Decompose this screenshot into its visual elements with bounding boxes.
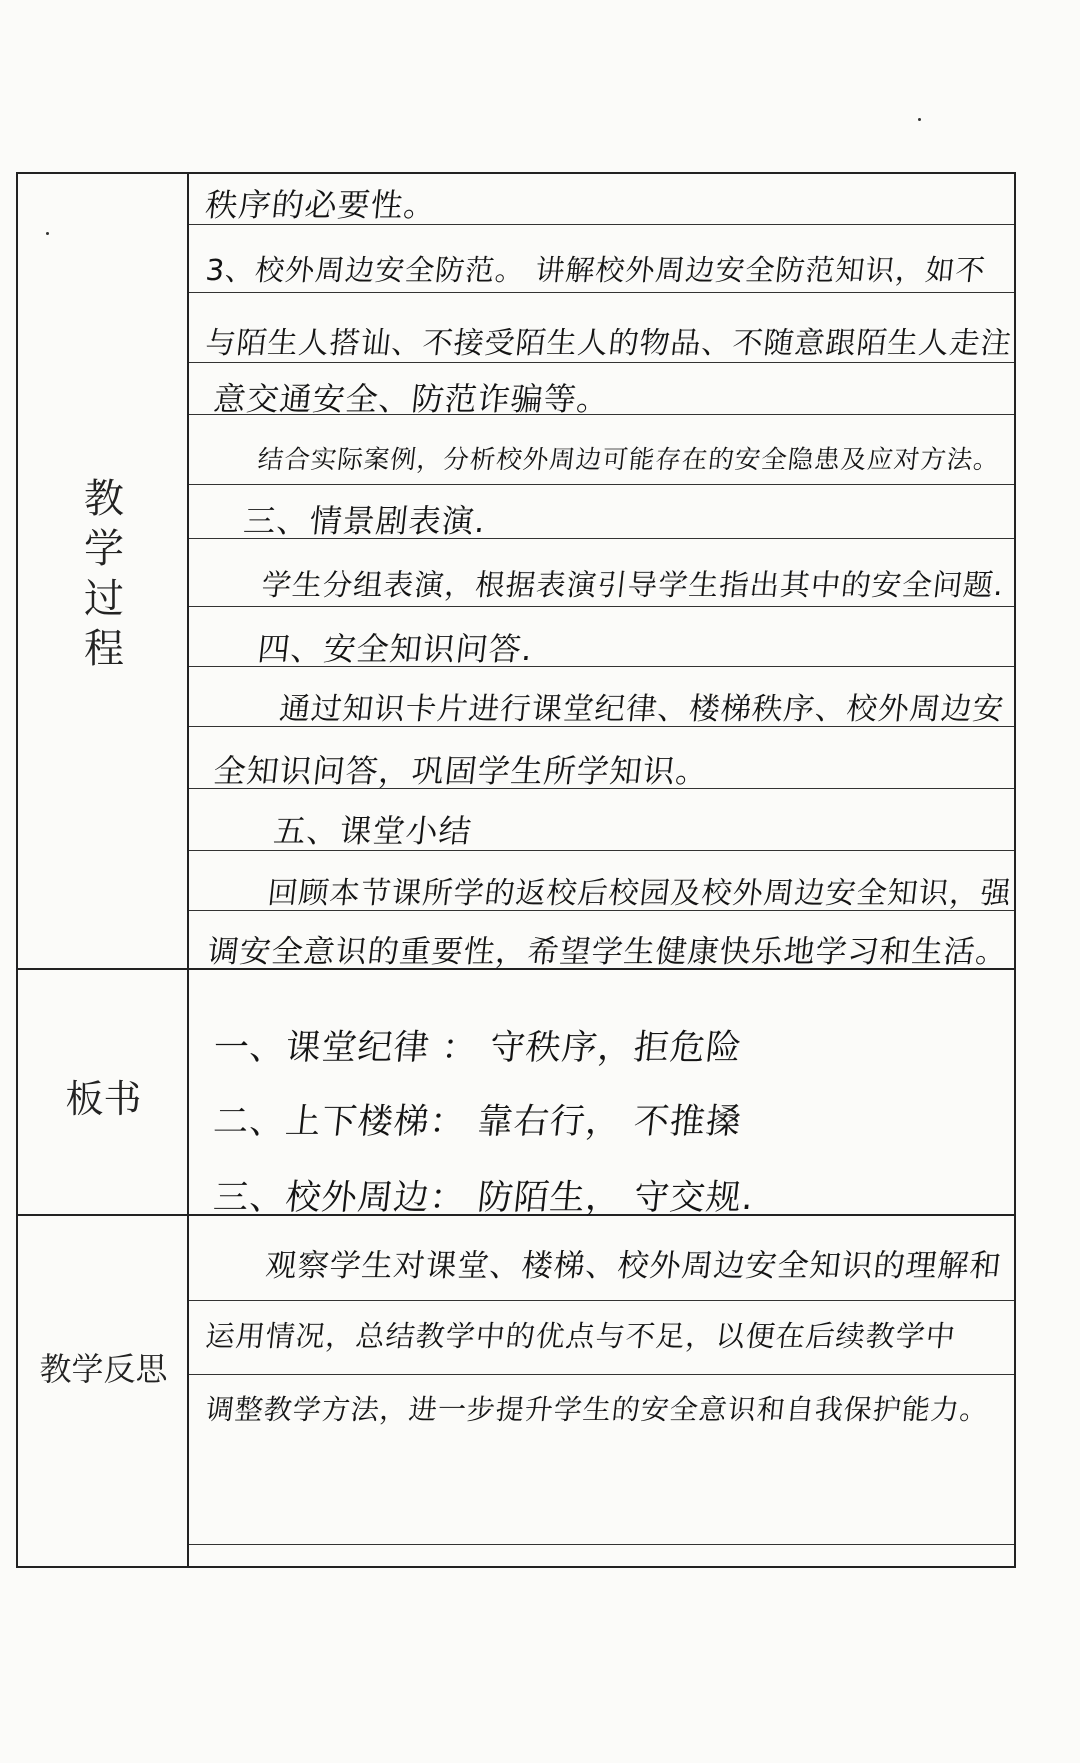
handwritten-line: 回顾本节课所学的返校后校园及校外周边安全知识，强 bbox=[265, 876, 1014, 911]
handwritten-line: 四、安全知识问答. bbox=[255, 630, 535, 668]
handwritten-line: 与陌生人搭讪、不接受陌生人的物品、不随意跟陌生人走注 bbox=[203, 326, 1014, 361]
scan-speck bbox=[46, 232, 49, 235]
handwritten-line: 结合实际案例，分析校外周边可能存在的安全隐患及应对方法。 bbox=[256, 445, 1002, 475]
ruled-line bbox=[189, 292, 1014, 293]
board-writing-label: 板书 bbox=[65, 1077, 142, 1121]
reflection-line: 观察学生对课堂、楼梯、校外周边安全知识的理解和 bbox=[263, 1248, 1004, 1284]
board-line: 三、校外周边： 防陌生， 守交规. bbox=[211, 1178, 757, 1218]
handwritten-line: 意交通安全、防范诈骗等。 bbox=[211, 380, 612, 418]
handwritten-line: 秩序的必要性。 bbox=[203, 186, 439, 224]
teaching-reflection-label: 教学反思 bbox=[39, 1350, 168, 1388]
handwritten-line: 五、课堂小结 bbox=[271, 812, 474, 850]
ruled-line bbox=[189, 1544, 1014, 1545]
scan-speck bbox=[918, 118, 921, 121]
handwritten-line: 通过知识卡片进行课堂纪律、楼梯秩序、校外周边安 bbox=[277, 692, 1006, 727]
ruled-line bbox=[189, 1300, 1014, 1301]
handwritten-line: 学生分组表演，根据表演引导学生指出其中的安全问题. bbox=[260, 568, 1006, 602]
reflection-line: 运用情况，总结教学中的优点与不足，以便在后续教学中 bbox=[204, 1319, 958, 1353]
reflection-line: 调整教学方法，进一步提升学生的安全意识和自我保护能力。 bbox=[204, 1393, 991, 1426]
board-line: 一、课堂纪律 ： 守秩序，拒危险 bbox=[211, 1028, 745, 1068]
ruled-line bbox=[189, 484, 1014, 485]
handwritten-line: 调安全意识的重要性，希望学生健康快乐地学习和生活。 bbox=[205, 934, 1010, 970]
handwritten-line: 三、情景剧表演. bbox=[241, 502, 488, 540]
ruled-line bbox=[189, 606, 1014, 607]
ruled-line bbox=[189, 1374, 1014, 1375]
lesson-plan-table bbox=[16, 172, 1016, 1568]
teaching-process-label: 教学过程 bbox=[84, 476, 124, 672]
ruled-line bbox=[189, 362, 1014, 363]
handwritten-line: 全知识问答，巩固学生所学知识。 bbox=[211, 752, 711, 790]
board-line: 二、上下楼梯： 靠右行， 不推搡 bbox=[211, 1102, 745, 1142]
handwritten-line: 3、校外周边安全防范。 讲解校外周边安全防范知识，如不 bbox=[204, 253, 988, 287]
label-column-divider bbox=[18, 174, 189, 1566]
